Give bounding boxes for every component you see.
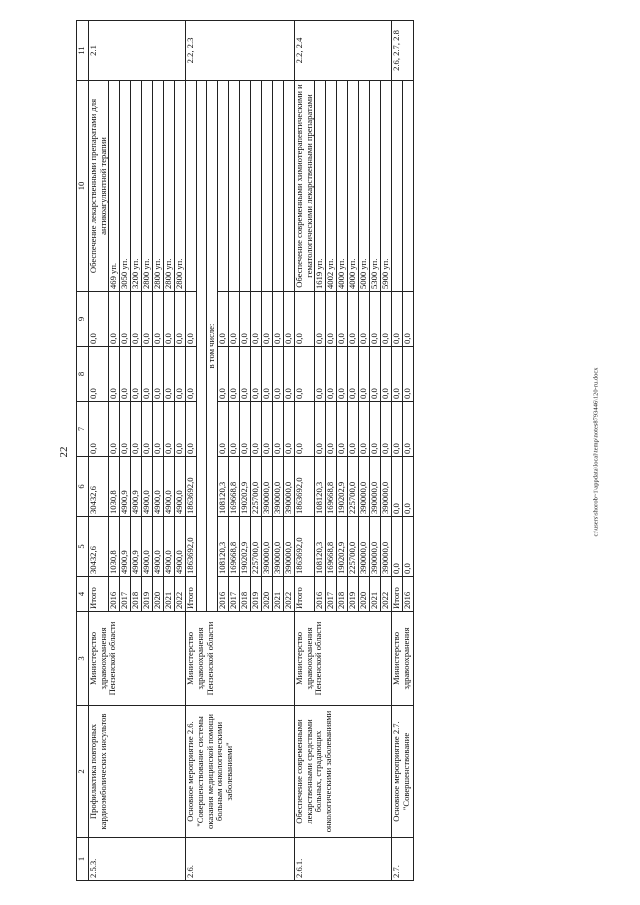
value-cell: 4900,0 [175,517,186,577]
value-cell: 30432,6 [89,517,109,577]
year-cell: 2022 [381,577,392,612]
value-cell: 0,0 [175,292,186,347]
value-cell: 0,0 [315,402,326,457]
value-cell: 0,0 [392,292,403,347]
value-cell: 4900,9 [131,517,142,577]
value-cell: 0,0 [283,292,294,347]
value-cell: 0,0 [381,292,392,347]
value-cell: 0,0 [164,402,175,457]
value-cell: 190202,9 [337,517,348,577]
value-cell: 0,0 [261,292,272,347]
value-cell: 0,0 [370,347,381,402]
value-cell: 0,0 [228,402,239,457]
value-cell: 4900,0 [164,517,175,577]
value-cell: 0,0 [239,402,250,457]
value-cell: 390000,0 [283,457,294,517]
table-row [89,21,109,881]
value-cell: 390000,0 [370,457,381,517]
value-cell: 0,0 [109,402,120,457]
result-value: 2800 уп. [153,81,164,292]
value-cell: 390000,0 [370,517,381,577]
result-indicator [392,81,403,292]
value-cell: 0,0 [120,402,131,457]
result-value [217,81,228,292]
value-cell: 0,0 [153,402,164,457]
value-cell: 108120,3 [315,517,326,577]
value-cell: 390000,0 [272,457,283,517]
value-cell: 0,0 [315,292,326,347]
value-cell: 0,0 [186,402,197,457]
year-cell: Итого [392,577,403,612]
value-cell: 4900,9 [120,457,131,517]
year-cell: 2020 [153,577,164,612]
result-value: 469 уп. [109,81,120,292]
value-cell: 0,0 [337,292,348,347]
table-row [186,21,197,881]
value-cell: 0,0 [120,347,131,402]
value-cell: 169668,8 [228,457,239,517]
value-cell: 0,0 [294,347,314,402]
year-cell: 2018 [239,577,250,612]
value-cell: 1030,8 [109,517,120,577]
budget-table [76,20,414,881]
value-cell: 0,0 [131,402,142,457]
result-value: 4000 уп. [337,81,348,292]
value-cell: 0,0 [250,292,261,347]
result-value [272,81,283,292]
year-cell: 2019 [250,577,261,612]
value-cell: 390000,0 [272,517,283,577]
value-cell: 390000,0 [261,517,272,577]
value-cell: 225700,0 [250,457,261,517]
value-cell: 0,0 [402,517,413,577]
spacer-cell [196,81,206,612]
value-cell: 190202,9 [337,457,348,517]
rotated-table-container [76,21,563,881]
value-cell: 4900,0 [142,517,153,577]
row-number: 2.5.3. [89,838,186,881]
result-value [283,81,294,292]
value-cell: 0,0 [175,402,186,457]
value-cell: 390000,0 [359,517,370,577]
value-cell: 0,0 [239,292,250,347]
value-cell: 4900,0 [153,457,164,517]
value-cell: 0,0 [153,347,164,402]
indicator-link: 2.1 [89,21,186,81]
value-cell: 0,0 [348,402,359,457]
value-cell: 0,0 [250,347,261,402]
column-number-11: 11 [77,21,89,81]
year-cell: 2016 [402,577,413,612]
value-cell: 0,0 [89,402,109,457]
page-number: 22 [58,446,70,458]
year-cell: 2020 [359,577,370,612]
column-number-5: 5 [77,517,89,577]
value-cell: 0,0 [370,402,381,457]
value-cell: 0,0 [392,402,403,457]
year-cell: 2018 [131,577,142,612]
value-cell: 0,0 [315,347,326,402]
value-cell: 0,0 [131,347,142,402]
value-cell: 0,0 [337,347,348,402]
value-cell: 1863692,0 [294,517,314,577]
result-value: 5900 уп. [381,81,392,292]
result-value [402,81,413,292]
result-value: 5000 уп. [359,81,370,292]
result-value: 2800 уп. [175,81,186,292]
value-cell: 0,0 [164,292,175,347]
column-number-6: 6 [77,457,89,517]
value-cell: 0,0 [326,347,337,402]
value-cell: 0,0 [272,402,283,457]
result-indicator [186,81,197,292]
table-body [89,21,414,881]
value-cell: 0,0 [217,347,228,402]
year-cell: 2022 [283,577,294,612]
value-cell: 0,0 [272,292,283,347]
column-number-7: 7 [77,402,89,457]
value-cell: 30432,6 [89,457,109,517]
value-cell: 390000,0 [261,457,272,517]
value-cell: 0,0 [348,292,359,347]
value-cell: 0,0 [392,347,403,402]
value-cell: 0,0 [294,292,314,347]
value-cell: 225700,0 [250,517,261,577]
value-cell: 0,0 [142,402,153,457]
result-value: 4000 уп. [348,81,359,292]
indicator-link: 2.2, 2.3 [186,21,295,81]
value-cell: 0,0 [217,402,228,457]
value-cell: 4900,0 [142,457,153,517]
indicator-link: 2.6, 2.7, 2.8 [392,21,414,81]
table-row [392,21,403,881]
year-cell: 2020 [261,577,272,612]
table-row [294,21,314,881]
value-cell: 0,0 [217,292,228,347]
value-cell: 225700,0 [348,517,359,577]
value-cell: 0,0 [402,402,413,457]
responsible-executor: Министерство здравоохранения Пензенской области [89,612,186,706]
value-cell: 0,0 [175,347,186,402]
value-cell: 0,0 [261,402,272,457]
value-cell: 0,0 [392,457,403,517]
value-cell: 0,0 [186,292,197,347]
value-cell: 1863692,0 [186,517,197,577]
year-cell: 2017 [326,577,337,612]
result-indicator: Обеспечение современными химиотерапевтическими и гематологическими лекарственными препаратами [294,81,314,292]
year-cell: Итого [89,577,109,612]
value-cell: 0,0 [164,347,175,402]
result-value: 4002 уп. [326,81,337,292]
column-number-1: 1 [77,838,89,881]
value-cell: 0,0 [370,292,381,347]
value-cell: 190202,9 [239,457,250,517]
value-cell: 0,0 [186,347,197,402]
year-cell: 2018 [337,577,348,612]
responsible-executor: Министерство здравоохранения Пензенской области [294,612,391,706]
value-cell: 0,0 [283,347,294,402]
result-value [228,81,239,292]
year-cell: Итого [294,577,314,612]
row-number: 2.7. [392,838,414,881]
value-cell: 0,0 [272,347,283,402]
result-value [261,81,272,292]
year-cell: 2021 [164,577,175,612]
year-cell: 2017 [120,577,131,612]
value-cell: 190202,9 [239,517,250,577]
value-cell: 390000,0 [359,457,370,517]
value-cell: 0,0 [326,292,337,347]
value-cell: 0,0 [89,347,109,402]
measure-name: Профилактика повторных кардиоэмболических инсультов [89,706,186,838]
value-cell: 169668,8 [326,517,337,577]
value-cell: 0,0 [359,402,370,457]
value-cell: 0,0 [109,347,120,402]
value-cell: 4900,9 [120,517,131,577]
year-cell: 2019 [348,577,359,612]
column-number-10: 10 [77,81,89,292]
value-cell: 0,0 [89,292,109,347]
value-cell: 0,0 [402,347,413,402]
indicator-link: 2.2, 2.4 [294,21,391,81]
result-value: 3200 уп. [131,81,142,292]
result-value: 5300 уп. [370,81,381,292]
measure-name: Основное мероприятие 2.7. "Совершенствование [392,706,414,838]
row-number: 2.6.1. [294,838,391,881]
value-cell: 0,0 [337,402,348,457]
value-cell: 0,0 [109,292,120,347]
value-cell: 390000,0 [283,517,294,577]
value-cell: 0,0 [239,347,250,402]
column-number-8: 8 [77,347,89,402]
value-cell: 0,0 [283,402,294,457]
year-cell: 2021 [272,577,283,612]
column-number-3: 3 [77,612,89,706]
result-indicator: Обеспечение лекарственными препаратами для антикоагулянтной терапии [89,81,109,292]
value-cell: 169668,8 [228,517,239,577]
value-cell: 390000,0 [381,517,392,577]
value-cell: 0,0 [402,292,413,347]
value-cell: 0,0 [392,517,403,577]
value-cell: 0,0 [326,402,337,457]
year-cell: 2022 [175,577,186,612]
column-number-4: 4 [77,577,89,612]
column-number-row [77,21,89,881]
value-cell: 0,0 [228,347,239,402]
result-value: 2800 уп. [164,81,175,292]
value-cell: 0,0 [294,402,314,457]
responsible-executor: Министерство здравоохранения Пензенской области [186,612,295,706]
value-cell: 1863692,0 [186,457,197,517]
year-cell: Итого [186,577,197,612]
column-number-2: 2 [77,706,89,838]
value-cell: 4900,0 [153,517,164,577]
year-cell: 2016 [109,577,120,612]
value-cell: 0,0 [348,347,359,402]
value-cell: 108120,3 [217,517,228,577]
value-cell: 390000,0 [381,457,392,517]
result-value: 2800 уп. [142,81,153,292]
result-value: 1619 уп. [315,81,326,292]
responsible-executor: Министерство здравоохранения [392,612,414,706]
value-cell: 0,0 [120,292,131,347]
result-value [250,81,261,292]
column-number-9: 9 [77,292,89,347]
value-cell: 0,0 [153,292,164,347]
value-cell: 0,0 [228,292,239,347]
result-value [239,81,250,292]
value-cell: 0,0 [359,347,370,402]
value-cell: 0,0 [359,292,370,347]
file-path-footer: c:\users\shorob~1\appdata\local\temp\notes8793446\120-ru.docx [592,367,600,537]
measure-name: Обеспечение современными лекарственными средствами больных, страдающих онкологическими заболеваниями [294,706,391,838]
year-cell: 2019 [142,577,153,612]
value-cell: 4900,0 [164,457,175,517]
value-cell: 0,0 [261,347,272,402]
value-cell: 169668,8 [326,457,337,517]
value-cell: 0,0 [381,347,392,402]
value-cell: 0,0 [131,292,142,347]
row-number: 2.6. [186,838,295,881]
measure-name: Основное мероприятие 2.6. "Совершенствование системы оказания медицинской помощи больным онкологическими заболеваниями" [186,706,295,838]
value-cell: 0,0 [250,402,261,457]
value-cell: 1863692,0 [294,457,314,517]
value-cell: 0,0 [402,457,413,517]
value-cell: 4900,9 [131,457,142,517]
year-cell: 2017 [228,577,239,612]
year-cell: 2016 [217,577,228,612]
year-cell: 2016 [315,577,326,612]
value-cell: 108120,3 [315,457,326,517]
value-cell: 1030,8 [109,457,120,517]
value-cell: 0,0 [381,402,392,457]
year-cell: 2021 [370,577,381,612]
value-cell: 0,0 [142,292,153,347]
value-cell: 4900,0 [175,457,186,517]
including-label: в том числе: [206,81,217,612]
value-cell: 0,0 [142,347,153,402]
value-cell: 225700,0 [348,457,359,517]
value-cell: 108120,3 [217,457,228,517]
result-value: 3050 уп. [120,81,131,292]
